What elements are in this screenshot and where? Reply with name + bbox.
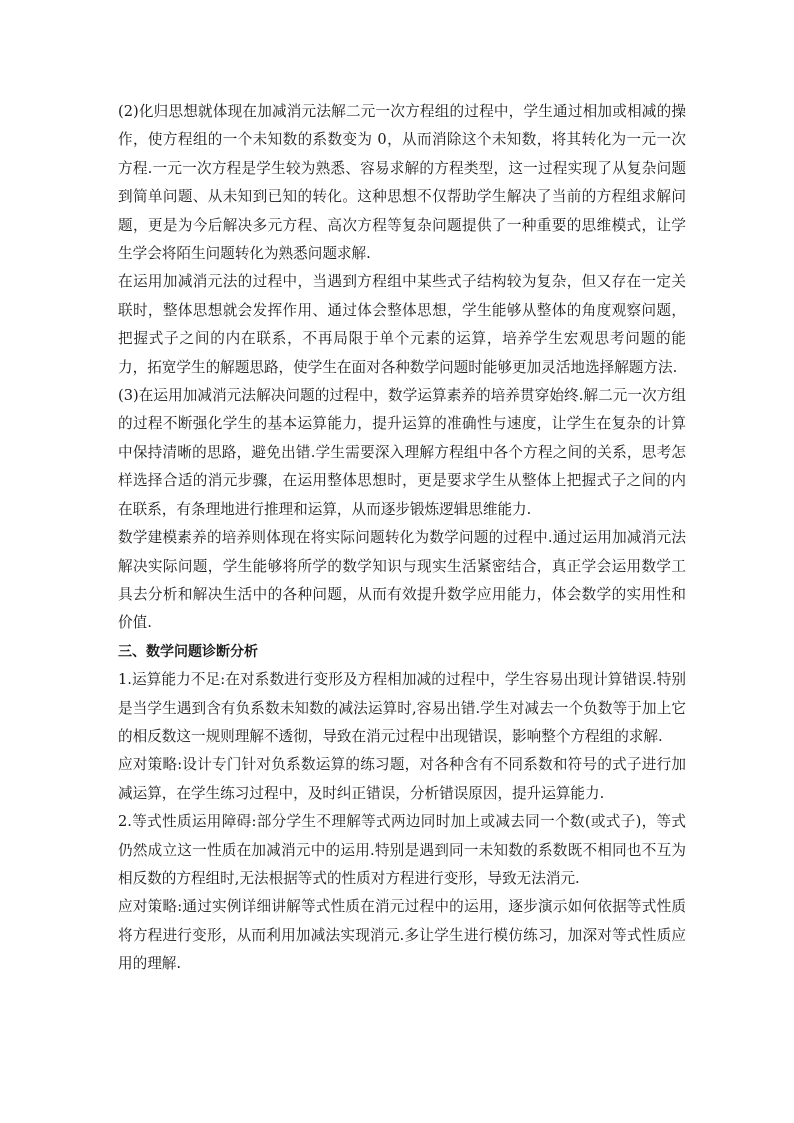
section-heading: 三、数学问题诊断分析 (118, 643, 258, 660)
document-body (118, 98, 686, 979)
paragraph-computation-weakness: 1.运算能力不足:在对系数进行变形及方程相加减的过程中，学生容易出现计算错误.特别是当学生遇到含有负系数未知数的减法运算时,容易出错.学生对减去一个负数等于加上它的相反数这一规则理解不透彻，导致在消元过程中出现错误，影响整个方程组的求解. (118, 671, 686, 745)
paragraph-equality-property-obstacle: 2.等式性质运用障碍:部分学生不理解等式两边同时加上或减去同一个数(或式子)，等式仍然成立这一性质在加减消元中的运用.特别是遇到同一未知数的系数既不相同也不互为相反数的方程组时,无法根据等式的性质对方程进行变形，导致无法消元. (118, 813, 686, 887)
paragraph-transformation-thought: (2)化归思想就体现在加减消元法解二元一次方程组的过程中，学生通过相加或相减的操作，使方程组的一个未知数的系数变为 0，从而消除这个未知数，将其转化为一元一次方程.一元一次方程是学生较为熟悉、容易求解的方程类型，这一过程实现了从复杂问题到简单问题、从未知到已知的转化。这种思想不仅帮助学生解决了当前的方程组求解问题，更是为今后解决多元方程、高次方程等复杂问题提供了一种重要的思维模式，让学生学会将陌生问题转化为熟悉问题求解. (118, 103, 686, 263)
paragraph-computation-literacy: (3)在运用加减消元法解决问题的过程中，数学运算素养的培养贯穿始终.解二元一次方组的过程不断强化学生的基本运算能力，提升运算的准确性与速度，让学生在复杂的计算中保持清晰的思路，避免出错.学生需要深入理解方程组中各个方程之间的关系，思考怎样选择合适的消元步骤，在运用整体思想时，更是要求学生从整体上把握式子之间的内在联系，有条理地进行推理和运算，从而逐步锻炼逻辑思维能力. (118, 387, 686, 518)
paragraph-strategy-1: 应对策略:设计专门针对负系数运算的练习题，对各种含有不同系数和符号的式子进行加减运算，在学生练习过程中，及时纠正错误，分析错误原因，提升运算能力. (118, 756, 686, 802)
paragraph-holistic-thought: 在运用加减消元法的过程中，当遇到方程组中某些式子结构较为复杂，但又存在一定关联时，整体思想就会发挥作用、通过体会整体思想，学生能够从整体的角度观察问题，把握式子之间的内在联系，不再局限于单个元素的运算，培养学生宏观思考问题的能力，拓宽学生的解题思路，使学生在面对各种数学问题时能够更加灵活地选择解题方法. (118, 273, 686, 376)
paragraph-modeling-literacy: 数学建模素养的培养则体现在将实际问题转化为数学问题的过程中.通过运用加减消元法解决实际问题，学生能够将所学的数学知识与现实生活紧密结合，真正学会运用数学工具去分析和解决生活中的各种问题，从而有效提升数学应用能力，体会数学的实用性和价值. (118, 529, 686, 632)
paragraph-strategy-2: 应对策略:通过实例详细讲解等式性质在消元过程中的运用，逐步演示如何依据等式性质将方程进行变形，从而利用加减法实现消元.多让学生进行模仿练习，加深对等式性质应用的理解. (118, 898, 686, 973)
